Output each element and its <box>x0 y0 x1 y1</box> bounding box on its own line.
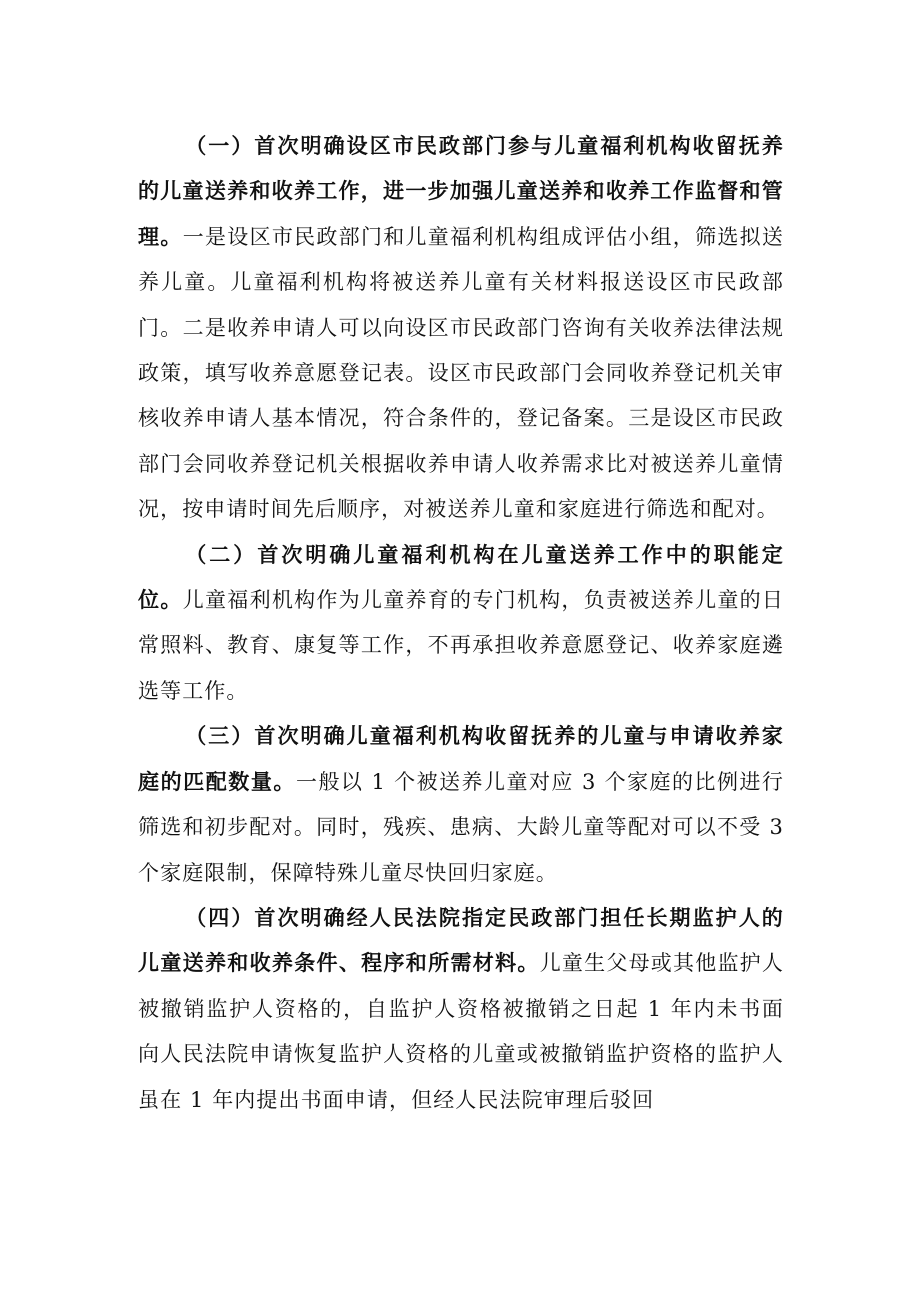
paragraph-1 <box>138 124 784 533</box>
document-body <box>138 124 784 1123</box>
paragraph-4-heading: （四）首次明确经人民法院指定民政部门担任长期监护人的儿童送养和收养条件、程序和所需材料。 <box>138 905 784 976</box>
paragraph-1-heading: （一）首次明确设区市民政部门参与儿童福利机构收留抚养的儿童送养和收养工作，进一步加强儿童送养和收养工作监督和管理。 <box>138 134 784 249</box>
paragraph-4 <box>138 896 784 1123</box>
paragraph-3 <box>138 714 784 896</box>
paragraph-2-text: 儿童福利机构作为儿童养育的专门机构，负责被送养儿童的日常照料、教育、康复等工作，不再承担收养意愿登记、收养家庭遴选等工作。 <box>138 588 784 703</box>
paragraph-1-text: 一是设区市民政部门和儿童福利机构组成评估小组，筛选拟送养儿童。儿童福利机构将被送养儿童有关材料报送设区市民政部门。二是收养申请人可以向设区市民政部门咨询有关收养法律法规政策，填写收养意愿登记表。设区市民政部门会同收养登记机关审核收养申请人基本情况，符合条件的，登记备案。三是设区市民政部门会同收养登记机关根据收养申请人收养需求比对被送养儿童情况，按申请时间先后顺序，对被送养儿童和家庭进行筛选和配对。 <box>138 224 784 522</box>
paragraph-3-heading: （三）首次明确儿童福利机构收留抚养的儿童与申请收养家庭的匹配数量。 <box>138 724 784 794</box>
paragraph-2-heading: （二）首次明确儿童福利机构在儿童送养工作中的职能定位。 <box>138 542 784 613</box>
paragraph-2 <box>138 533 784 715</box>
paragraph-4-text: 儿童生父母或其他监护人被撤销监护人资格的，自监护人资格被撤销之日起 1 年内未书面向人民法院申请恢复监护人资格的儿童或被撤销监护资格的监护人虽在 1 年内提出书面申请，但经人民法院审理后驳回 <box>138 951 784 1112</box>
paragraph-3-text: 一般以 1 个被送养儿童对应 3 个家庭的比例进行筛选和初步配对。同时，残疾、患病、大龄儿童等配对可以不受 3 个家庭限制，保障特殊儿童尽快回归家庭。 <box>138 769 785 885</box>
